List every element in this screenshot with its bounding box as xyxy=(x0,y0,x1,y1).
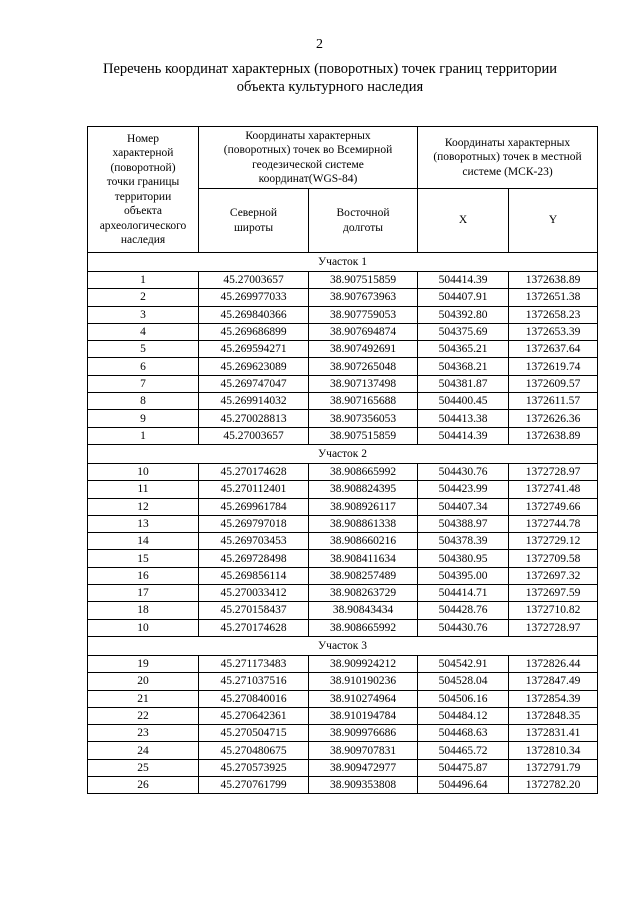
cell-y: 1372848.35 xyxy=(509,707,598,724)
cell-longitude: 38.907137498 xyxy=(309,375,418,392)
cell-x: 504430.76 xyxy=(418,619,509,636)
cell-point-number: 7 xyxy=(88,375,199,392)
header-y: Y xyxy=(509,189,598,253)
cell-x: 504413.38 xyxy=(418,410,509,427)
cell-latitude: 45.269728498 xyxy=(199,550,309,567)
cell-longitude: 38.908411634 xyxy=(309,550,418,567)
table-row xyxy=(88,481,598,498)
header-longitude: Восточной долготы xyxy=(309,189,418,253)
table-row xyxy=(88,341,598,358)
cell-point-number: 3 xyxy=(88,306,199,323)
cell-latitude: 45.270761799 xyxy=(199,777,309,794)
cell-y: 1372658.23 xyxy=(509,306,598,323)
cell-y: 1372638.89 xyxy=(509,272,598,289)
cell-y: 1372619.74 xyxy=(509,358,598,375)
cell-x: 504375.69 xyxy=(418,323,509,340)
cell-longitude: 38.910274964 xyxy=(309,690,418,707)
cell-point-number: 16 xyxy=(88,567,199,584)
cell-longitude: 38.908861338 xyxy=(309,515,418,532)
section-row xyxy=(88,253,598,272)
cell-longitude: 38.908665992 xyxy=(309,463,418,480)
cell-y: 1372728.97 xyxy=(509,619,598,636)
cell-latitude: 45.269840366 xyxy=(199,306,309,323)
table-row xyxy=(88,777,598,794)
cell-point-number: 19 xyxy=(88,655,199,672)
cell-y: 1372637.64 xyxy=(509,341,598,358)
cell-longitude: 38.907673963 xyxy=(309,289,418,306)
cell-latitude: 45.269703453 xyxy=(199,533,309,550)
cell-y: 1372729.12 xyxy=(509,533,598,550)
cell-longitude: 38.907515859 xyxy=(309,427,418,444)
title-line-1: Перечень координат характерных (поворотных) точек границ территории xyxy=(102,61,558,77)
cell-x: 504365.21 xyxy=(418,341,509,358)
cell-latitude: 45.269914032 xyxy=(199,393,309,410)
cell-point-number: 17 xyxy=(88,585,199,602)
table-row xyxy=(88,410,598,427)
cell-latitude: 45.269686899 xyxy=(199,323,309,340)
document-title xyxy=(60,60,600,96)
cell-point-number: 24 xyxy=(88,742,199,759)
table-row xyxy=(88,707,598,724)
cell-y: 1372810.34 xyxy=(509,742,598,759)
cell-y: 1372847.49 xyxy=(509,673,598,690)
cell-x: 504528.04 xyxy=(418,673,509,690)
cell-x: 504407.34 xyxy=(418,498,509,515)
cell-latitude: 45.271037516 xyxy=(199,673,309,690)
cell-latitude: 45.27003657 xyxy=(199,272,309,289)
table-row xyxy=(88,533,598,550)
table-row xyxy=(88,673,598,690)
cell-y: 1372782.20 xyxy=(509,777,598,794)
cell-x: 504468.63 xyxy=(418,725,509,742)
table-row xyxy=(88,550,598,567)
cell-latitude: 45.270033412 xyxy=(199,585,309,602)
cell-longitude: 38.910194784 xyxy=(309,707,418,724)
cell-latitude: 45.270642361 xyxy=(199,707,309,724)
cell-point-number: 11 xyxy=(88,481,199,498)
table-row xyxy=(88,289,598,306)
cell-x: 504414.71 xyxy=(418,585,509,602)
cell-y: 1372826.44 xyxy=(509,655,598,672)
cell-longitude: 38.909472977 xyxy=(309,759,418,776)
cell-longitude: 38.908263729 xyxy=(309,585,418,602)
cell-latitude: 45.269594271 xyxy=(199,341,309,358)
cell-longitude: 38.907265048 xyxy=(309,358,418,375)
header-latitude: Северной широты xyxy=(199,189,309,253)
cell-y: 1372749.66 xyxy=(509,498,598,515)
cell-point-number: 10 xyxy=(88,619,199,636)
cell-x: 504381.87 xyxy=(418,375,509,392)
cell-x: 504414.39 xyxy=(418,427,509,444)
table-row xyxy=(88,323,598,340)
cell-point-number: 8 xyxy=(88,393,199,410)
table-row xyxy=(88,655,598,672)
cell-latitude: 45.269797018 xyxy=(199,515,309,532)
cell-latitude: 45.269961784 xyxy=(199,498,309,515)
cell-longitude: 38.909353808 xyxy=(309,777,418,794)
cell-point-number: 1 xyxy=(88,427,199,444)
cell-longitude: 38.910190236 xyxy=(309,673,418,690)
cell-longitude: 38.909707831 xyxy=(309,742,418,759)
table-row xyxy=(88,358,598,375)
cell-x: 504388.97 xyxy=(418,515,509,532)
cell-point-number: 23 xyxy=(88,725,199,742)
cell-y: 1372697.59 xyxy=(509,585,598,602)
cell-x: 504475.87 xyxy=(418,759,509,776)
table-row xyxy=(88,375,598,392)
cell-x: 504465.72 xyxy=(418,742,509,759)
table-row xyxy=(88,427,598,444)
table-row xyxy=(88,463,598,480)
cell-longitude: 38.907492691 xyxy=(309,341,418,358)
cell-latitude: 45.270174628 xyxy=(199,619,309,636)
page-number: 2 xyxy=(316,37,323,52)
cell-longitude: 38.907759053 xyxy=(309,306,418,323)
cell-x: 504428.76 xyxy=(418,602,509,619)
cell-latitude: 45.269977033 xyxy=(199,289,309,306)
table-row xyxy=(88,619,598,636)
cell-y: 1372831.41 xyxy=(509,725,598,742)
section-title: Участок 3 xyxy=(88,636,598,655)
cell-latitude: 45.270504715 xyxy=(199,725,309,742)
cell-latitude: 45.270158437 xyxy=(199,602,309,619)
table-row xyxy=(88,602,598,619)
cell-longitude: 38.908665992 xyxy=(309,619,418,636)
cell-y: 1372609.57 xyxy=(509,375,598,392)
cell-longitude: 38.908824395 xyxy=(309,481,418,498)
cell-x: 504430.76 xyxy=(418,463,509,480)
cell-point-number: 9 xyxy=(88,410,199,427)
header-point-number: Номер характерной (поворотной) точки границы территории объекта археологического наследия xyxy=(88,127,199,253)
cell-longitude: 38.909976686 xyxy=(309,725,418,742)
cell-point-number: 25 xyxy=(88,759,199,776)
cell-y: 1372638.89 xyxy=(509,427,598,444)
cell-y: 1372611.57 xyxy=(509,393,598,410)
cell-x: 504414.39 xyxy=(418,272,509,289)
cell-point-number: 26 xyxy=(88,777,199,794)
cell-point-number: 10 xyxy=(88,463,199,480)
cell-latitude: 45.27003657 xyxy=(199,427,309,444)
cell-y: 1372709.58 xyxy=(509,550,598,567)
cell-y: 1372854.39 xyxy=(509,690,598,707)
cell-point-number: 12 xyxy=(88,498,199,515)
cell-latitude: 45.269856114 xyxy=(199,567,309,584)
table-row xyxy=(88,306,598,323)
cell-y: 1372728.97 xyxy=(509,463,598,480)
cell-latitude: 45.270480675 xyxy=(199,742,309,759)
section-row xyxy=(88,444,598,463)
table-row xyxy=(88,567,598,584)
table-row xyxy=(88,742,598,759)
cell-longitude: 38.90843434 xyxy=(309,602,418,619)
table-row xyxy=(88,515,598,532)
cell-x: 504506.16 xyxy=(418,690,509,707)
cell-x: 504496.64 xyxy=(418,777,509,794)
header-msk23-group: Координаты характерных (поворотных) точек в местной системе (МСК-23) xyxy=(418,127,598,189)
section-row xyxy=(88,636,598,655)
cell-x: 504380.95 xyxy=(418,550,509,567)
cell-y: 1372697.32 xyxy=(509,567,598,584)
cell-x: 504392.80 xyxy=(418,306,509,323)
cell-longitude: 38.909924212 xyxy=(309,655,418,672)
cell-longitude: 38.908660216 xyxy=(309,533,418,550)
cell-point-number: 13 xyxy=(88,515,199,532)
table-body xyxy=(88,253,598,794)
header-x: X xyxy=(418,189,509,253)
cell-point-number: 15 xyxy=(88,550,199,567)
title-line-2: объекта культурного наследия xyxy=(236,79,424,95)
cell-point-number: 22 xyxy=(88,707,199,724)
table-row xyxy=(88,272,598,289)
cell-x: 504395.00 xyxy=(418,567,509,584)
cell-x: 504378.39 xyxy=(418,533,509,550)
cell-x: 504542.91 xyxy=(418,655,509,672)
cell-x: 504400.45 xyxy=(418,393,509,410)
cell-point-number: 14 xyxy=(88,533,199,550)
cell-longitude: 38.907694874 xyxy=(309,323,418,340)
table-row xyxy=(88,585,598,602)
cell-y: 1372710.82 xyxy=(509,602,598,619)
cell-point-number: 20 xyxy=(88,673,199,690)
cell-x: 504368.21 xyxy=(418,358,509,375)
cell-y: 1372744.78 xyxy=(509,515,598,532)
section-title: Участок 1 xyxy=(88,253,598,272)
cell-y: 1372626.36 xyxy=(509,410,598,427)
cell-longitude: 38.907165688 xyxy=(309,393,418,410)
cell-longitude: 38.907356053 xyxy=(309,410,418,427)
cell-y: 1372651.38 xyxy=(509,289,598,306)
cell-point-number: 21 xyxy=(88,690,199,707)
coordinates-table xyxy=(87,126,598,794)
cell-point-number: 2 xyxy=(88,289,199,306)
cell-latitude: 45.269623089 xyxy=(199,358,309,375)
cell-x: 504407.91 xyxy=(418,289,509,306)
cell-point-number: 1 xyxy=(88,272,199,289)
cell-latitude: 45.270573925 xyxy=(199,759,309,776)
cell-y: 1372741.48 xyxy=(509,481,598,498)
table-row xyxy=(88,725,598,742)
cell-x: 504484.12 xyxy=(418,707,509,724)
cell-latitude: 45.270174628 xyxy=(199,463,309,480)
cell-point-number: 4 xyxy=(88,323,199,340)
cell-point-number: 18 xyxy=(88,602,199,619)
cell-x: 504423.99 xyxy=(418,481,509,498)
cell-point-number: 5 xyxy=(88,341,199,358)
cell-point-number: 6 xyxy=(88,358,199,375)
cell-latitude: 45.270028813 xyxy=(199,410,309,427)
table-row xyxy=(88,393,598,410)
cell-latitude: 45.270112401 xyxy=(199,481,309,498)
cell-longitude: 38.908257489 xyxy=(309,567,418,584)
cell-longitude: 38.907515859 xyxy=(309,272,418,289)
table-row xyxy=(88,498,598,515)
cell-latitude: 45.271173483 xyxy=(199,655,309,672)
cell-latitude: 45.270840016 xyxy=(199,690,309,707)
table-row xyxy=(88,690,598,707)
table-row xyxy=(88,759,598,776)
cell-latitude: 45.269747047 xyxy=(199,375,309,392)
cell-y: 1372791.79 xyxy=(509,759,598,776)
section-title: Участок 2 xyxy=(88,444,598,463)
cell-longitude: 38.908926117 xyxy=(309,498,418,515)
cell-y: 1372653.39 xyxy=(509,323,598,340)
header-wgs84-group: Координаты характерных (поворотных) точек во Всемирной геодезической системе координат(WGS-84) xyxy=(199,127,418,189)
